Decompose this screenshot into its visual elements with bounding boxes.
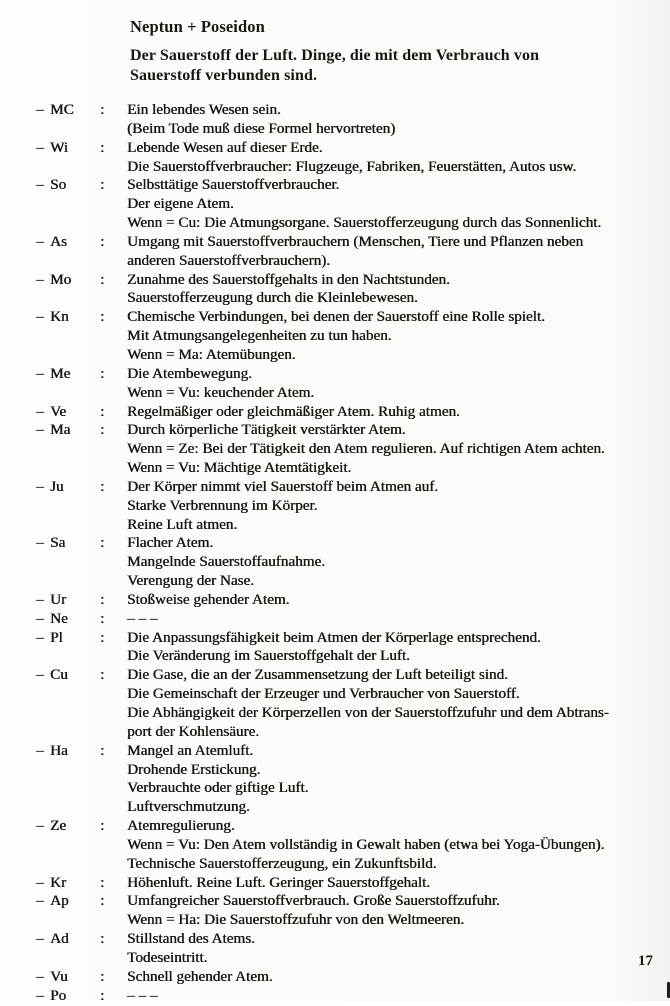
entry-text xyxy=(127,930,668,968)
entry-line: Sauerstofferzeugung durch die Kleinlebewesen. xyxy=(127,289,418,307)
entry-line: Die Gase, die an der Zusammensetzung der Luft beteiligt sind. xyxy=(127,666,508,684)
entry-key: Ha xyxy=(50,741,68,759)
entry-line: Regelmäßiger oder gleichmäßiger Atem. Ruhig atmen. xyxy=(127,402,460,420)
entry-key-cell xyxy=(36,101,100,120)
entry-colon: : xyxy=(100,873,105,891)
entry-key: Pl xyxy=(50,628,63,646)
entry-line: – – – xyxy=(127,609,158,627)
entry-dash: – xyxy=(36,817,44,835)
entry-key: Sa xyxy=(50,534,66,552)
entry-line: Umgang mit Sauerstoffverbrauchern (Menschen, Tiere und Pflanzen neben xyxy=(127,232,584,250)
entry-colon: : xyxy=(100,628,105,646)
entry-key-cell xyxy=(36,742,100,761)
entry-line: Technische Sauerstofferzeugung, ein Zukunftsbild. xyxy=(127,854,437,872)
entry-dash: – xyxy=(36,892,44,910)
entry-colon: : xyxy=(100,967,105,985)
entry-line: Zunahme des Sauerstoffgehalts in den Nachtstunden. xyxy=(127,270,450,288)
entry-dash: – xyxy=(36,138,44,156)
entry-key-cell xyxy=(36,421,100,440)
entry-line: Wenn = Vu: Mächtige Atemtätigkeit. xyxy=(127,459,352,477)
entry-dash: – xyxy=(36,967,44,985)
entry-key: Me xyxy=(50,364,71,382)
entry-colon: : xyxy=(100,741,105,759)
entry-key: Ad xyxy=(50,930,69,948)
entry-dash: – xyxy=(36,873,44,891)
entry-key-cell xyxy=(36,892,100,911)
entry-line: Umfangreicher Sauerstoffverbrauch. Große Sauerstoffzufuhr. xyxy=(127,892,500,910)
entry-line: Durch körperliche Tätigkeit verstärkter Atem. xyxy=(127,421,406,439)
entry-line: Flacher Atem. xyxy=(127,534,214,552)
entry-line: Stillstand des Atems. xyxy=(127,930,255,948)
entry-dash: – xyxy=(36,421,44,439)
entry-line: Atemregulierung. xyxy=(127,817,235,835)
entry-dash: – xyxy=(36,477,44,495)
entry-line: anderen Sauerstoffverbrauchern). xyxy=(127,251,330,269)
entry-line: Der eigene Atem. xyxy=(127,195,234,213)
entry-line: Mangelnde Sauerstoffaufnahme. xyxy=(127,553,325,571)
subtitle-line-2: Sauerstoff verbunden sind. xyxy=(130,67,318,84)
entry-key-cell xyxy=(36,968,100,987)
entry-key: Mo xyxy=(50,270,72,288)
entry-line: Chemische Verbindungen, bei denen der Sauerstoff eine Rolle spielt. xyxy=(127,308,545,326)
entry-colon: : xyxy=(100,421,105,439)
entry-dash: – xyxy=(36,364,44,382)
entry-line: Todeseintritt. xyxy=(127,948,208,966)
entry-line: Schnell gehender Atem. xyxy=(127,967,273,985)
entry-text xyxy=(127,534,668,591)
entry-dash: – xyxy=(36,590,44,608)
entry-colon: : xyxy=(100,609,105,627)
entry-text xyxy=(127,987,668,1006)
entry-key-cell xyxy=(36,987,100,1006)
entry-line: Stoßweise gehender Atem. xyxy=(127,590,290,608)
entry-dash: – xyxy=(36,741,44,759)
entry-text xyxy=(127,968,668,987)
subtitle-line-1: Der Sauerstoff der Luft. Dinge, die mit dem Verbrauch von xyxy=(130,47,540,64)
entry-key-cell xyxy=(36,139,100,158)
section-subtitle xyxy=(130,46,650,86)
entry-colon: : xyxy=(100,176,105,194)
entry-key-cell xyxy=(36,365,100,384)
entry-dash: – xyxy=(36,609,44,627)
entry-line: – – – xyxy=(127,986,158,1004)
entry-line: Die Atembewegung. xyxy=(127,364,252,382)
entry-dash: – xyxy=(36,101,44,118)
entry-row xyxy=(36,403,668,422)
entry-text xyxy=(127,742,668,817)
entry-text xyxy=(127,101,668,139)
entry-line: (Beim Tode muß diese Formel hervortreten) xyxy=(127,119,396,137)
entry-text xyxy=(127,176,668,233)
entry-colon: : xyxy=(100,534,105,552)
entry-line: Wenn = Vu: Den Atem vollständig in Gewalt haben (etwa bei Yoga-Übungen). xyxy=(127,835,605,853)
entry-key-cell xyxy=(36,610,100,629)
entry-line: Wenn = Cu: Die Atmungsorgane. Sauerstofferzeugung durch das Sonnenlicht. xyxy=(127,214,602,232)
entry-key-cell xyxy=(36,403,100,422)
entry-colon: : xyxy=(100,590,105,608)
entry-colon: : xyxy=(100,402,105,420)
entry-colon: : xyxy=(100,101,105,118)
entry-line: Die Veränderung im Sauerstoffgehalt der Luft. xyxy=(127,647,410,665)
entry-text xyxy=(127,591,668,610)
entry-colon: : xyxy=(100,308,105,326)
entry-row xyxy=(36,139,668,177)
entry-line: Lebende Wesen auf dieser Erde. xyxy=(127,138,323,156)
entry-line: Verbrauchte oder giftige Luft. xyxy=(127,779,309,797)
entry-colon: : xyxy=(100,270,105,288)
entry-row xyxy=(36,666,668,741)
entry-colon: : xyxy=(100,232,105,250)
entry-colon: : xyxy=(100,138,105,156)
entry-text xyxy=(127,629,668,667)
page-title: Neptun + Poseidon xyxy=(130,17,265,36)
entry-line: Die Sauerstoffverbraucher: Flugzeuge, Fabriken, Feuerstätten, Autos usw. xyxy=(127,157,577,175)
entry-colon: : xyxy=(100,666,105,684)
entry-key-cell xyxy=(36,534,100,553)
entry-key: Ne xyxy=(50,609,68,627)
entry-key: Ju xyxy=(50,477,64,495)
entry-key: Ap xyxy=(50,892,69,910)
entry-line: Mangel an Atemluft. xyxy=(127,741,254,759)
entry-colon: : xyxy=(100,364,105,382)
entry-key-cell xyxy=(36,176,100,195)
entry-dash: – xyxy=(36,986,44,1004)
entry-key: Wi xyxy=(50,138,68,156)
entry-key-cell xyxy=(36,271,100,290)
entry-key: Ma xyxy=(50,421,71,439)
entry-key-cell xyxy=(36,874,100,893)
entry-key-cell xyxy=(36,308,100,327)
entry-row xyxy=(36,930,668,968)
entry-text xyxy=(127,365,668,403)
entry-line: Reine Luft atmen. xyxy=(127,515,238,533)
entry-key: Ve xyxy=(50,402,67,420)
entry-key: Vu xyxy=(50,967,68,985)
entry-row xyxy=(36,308,668,365)
entry-dash: – xyxy=(36,930,44,948)
entry-text xyxy=(127,478,668,535)
entry-key-cell xyxy=(36,233,100,252)
entry-colon: : xyxy=(100,477,105,495)
entry-key-cell xyxy=(36,629,100,648)
entry-line: Der Körper nimmt viel Sauerstoff beim Atmen auf. xyxy=(127,477,438,495)
entry-text xyxy=(127,666,668,741)
entry-key: Ur xyxy=(50,590,67,608)
entry-line: Verengung der Nase. xyxy=(127,572,254,590)
entry-text xyxy=(127,233,668,271)
entry-text xyxy=(127,271,668,309)
entry-row xyxy=(36,742,668,817)
entry-colon: : xyxy=(100,817,105,835)
entry-colon: : xyxy=(100,892,105,910)
entry-dash: – xyxy=(36,270,44,288)
entry-row xyxy=(36,176,668,233)
entry-line: Wenn = Ze: Bei der Tätigkeit den Atem regulieren. Auf richtigen Atem achten. xyxy=(127,440,605,458)
entry-row xyxy=(36,610,668,629)
entry-line: Drohende Erstickung. xyxy=(127,760,261,778)
entry-line: Starke Verbrennung im Körper. xyxy=(127,496,318,514)
entry-key: As xyxy=(50,232,67,250)
entry-line: Höhenluft. Reine Luft. Geringer Sauerstoffgehalt. xyxy=(127,873,430,891)
heading-block xyxy=(130,17,650,86)
entry-colon: : xyxy=(100,930,105,948)
entry-line: Ein lebendes Wesen sein. xyxy=(127,101,281,118)
entry-dash: – xyxy=(36,534,44,552)
entry-row xyxy=(36,271,668,309)
entry-row xyxy=(36,987,668,1006)
entry-text xyxy=(127,892,668,930)
entry-row xyxy=(36,534,668,591)
entry-row xyxy=(36,629,668,667)
entry-key-cell xyxy=(36,478,100,497)
entry-key-cell xyxy=(36,930,100,949)
entry-key-cell xyxy=(36,817,100,836)
entry-dash: – xyxy=(36,666,44,684)
entry-line: Wenn = Ha: Die Sauerstoffzufuhr von den Weltmeeren. xyxy=(127,911,465,929)
entry-row xyxy=(36,817,668,874)
entry-line: Die Abhängigkeit der Körperzellen von der Sauerstoffzufuhr und dem Abtrans- xyxy=(127,704,609,721)
entry-key: Po xyxy=(50,986,67,1004)
entry-text xyxy=(127,139,668,177)
entry-key: Kr xyxy=(50,873,67,891)
entry-dash: – xyxy=(36,628,44,646)
entry-dash: – xyxy=(36,308,44,326)
entry-key: Kn xyxy=(50,308,69,326)
entry-key-cell xyxy=(36,591,100,610)
entry-row xyxy=(36,365,668,403)
entry-dash: – xyxy=(36,232,44,250)
entry-text xyxy=(127,403,668,422)
entry-line: Selbsttätige Sauerstoffverbraucher. xyxy=(127,176,340,194)
entry-row xyxy=(36,892,668,930)
entry-text xyxy=(127,610,668,629)
entry-row xyxy=(36,421,668,478)
entry-text xyxy=(127,817,668,874)
entry-key: So xyxy=(50,176,67,194)
entry-key-cell xyxy=(36,666,100,685)
entry-line: port der Kohlensäure. xyxy=(127,722,260,740)
entry-dash: – xyxy=(36,402,44,420)
entry-line: Mit Atmungsangelegenheiten zu tun haben. xyxy=(127,327,392,345)
entry-row xyxy=(36,968,668,987)
entry-text xyxy=(127,421,668,478)
entry-text xyxy=(127,308,668,365)
entry-dash: – xyxy=(36,176,44,194)
entry-row xyxy=(36,478,668,535)
entry-row xyxy=(36,101,668,139)
entry-row xyxy=(36,874,668,893)
entry-key: Ze xyxy=(50,817,67,835)
entry-line: Die Gemeinschaft der Erzeuger und Verbraucher von Sauerstoff. xyxy=(127,685,520,703)
entry-key: MC xyxy=(50,101,74,118)
entry-key: Cu xyxy=(50,666,68,684)
entries-list xyxy=(0,101,670,1006)
entry-row xyxy=(36,233,668,271)
entry-text xyxy=(127,874,668,893)
entry-line: Wenn = Vu: keuchender Atem. xyxy=(127,383,315,401)
entry-line: Die Anpassungsfähigkeit beim Atmen der Körperlage entsprechend. xyxy=(127,628,541,646)
entry-line: Luftverschmutzung. xyxy=(127,798,250,816)
page-number: 17 xyxy=(638,953,653,969)
entry-line: Wenn = Ma: Atemübungen. xyxy=(127,345,296,363)
entry-colon: : xyxy=(100,986,105,1004)
entry-row xyxy=(36,591,668,610)
